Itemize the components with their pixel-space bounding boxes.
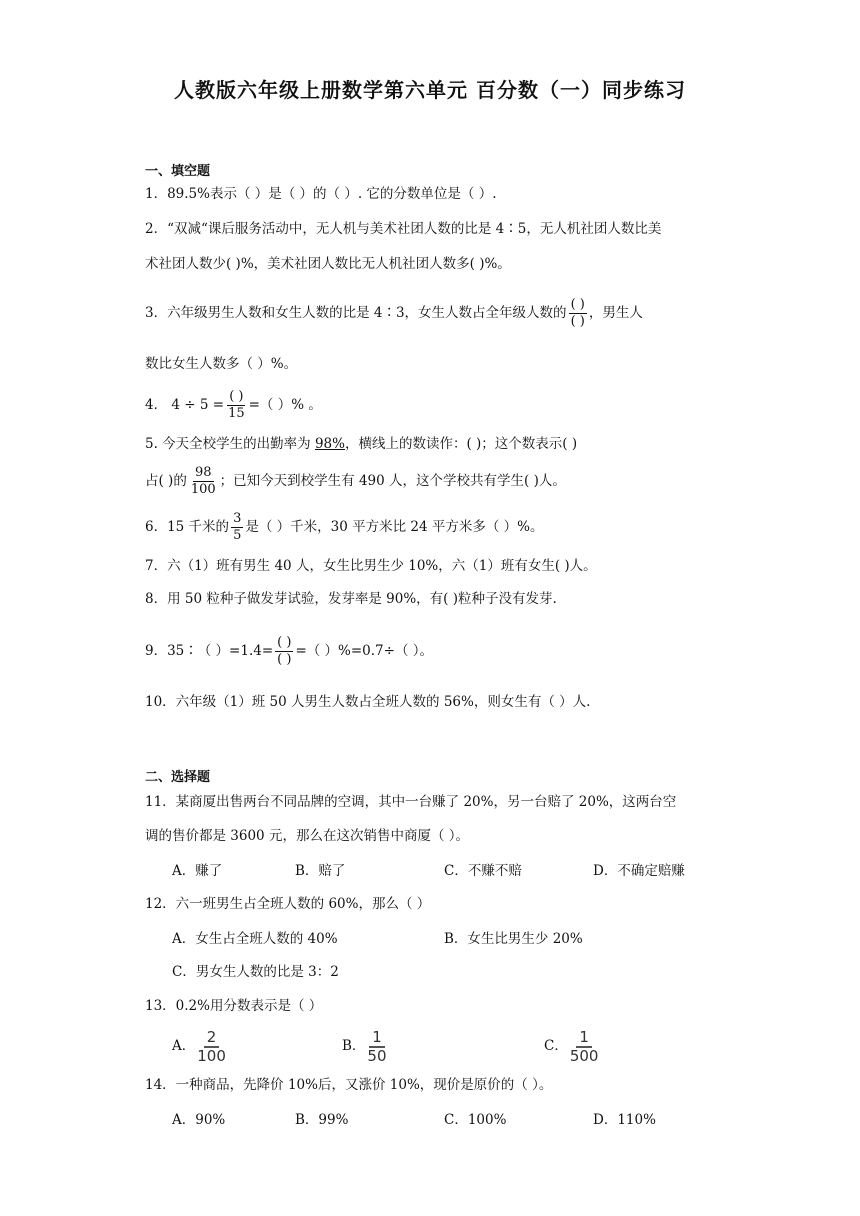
question-6-text-pre: 6．15 千米的	[145, 519, 230, 535]
question-5-text-a1: 5. 今天全校学生的出勤率为	[145, 436, 315, 452]
question-3-text-post: ，男生人	[588, 305, 643, 321]
question-13-option-a[interactable]	[172, 1026, 226, 1066]
question-9-text-post: =（ ）%=0.7÷（ ）。	[295, 643, 434, 659]
question-5-text-b1: 占( )的	[145, 473, 187, 489]
fraction-denominator: 50	[367, 1046, 387, 1065]
question-6-fraction	[231, 511, 243, 544]
question-12-option-c[interactable]: C．男女生人数的比是 3：2	[172, 964, 339, 980]
question-13-option-b[interactable]	[342, 1026, 387, 1066]
question-3-line-1	[145, 296, 725, 330]
question-12-option-b[interactable]: B．女生比男生少 20%	[444, 931, 583, 947]
question-7: 7．六（1）班有男生 40 人，女生比男生少 10%，六（1）班有女生( )人。	[145, 558, 597, 574]
page-title: 人教版六年级上册数学第六单元 百分数（一）同步练习	[174, 78, 686, 102]
fraction-image	[570, 1029, 599, 1065]
question-4-text-post: =（ ）% 。	[248, 397, 322, 413]
question-4	[145, 388, 725, 422]
question-14: 14．一种商品，先降价 10%后，又涨价 10%，现价是原价的（ ）。	[145, 1077, 553, 1093]
question-11-line-2: 调的售价都是 3600 元，那么在这次销售中商厦（ ）。	[145, 828, 469, 844]
question-5-text-a2: ，横线上的数读作：( )；这个数表示( )	[344, 436, 578, 452]
question-3-text-pre: 3．六年级男生人数和女生人数的比是 4∶3，女生人数占全年级人数的	[145, 305, 567, 321]
question-2-line-2: 术社团人数少( )%，美术社团人数比无人机社团人数多( )%。	[145, 256, 511, 272]
option-label: A．	[172, 1038, 196, 1054]
question-2-line-1: 2．“双减“课后服务活动中，无人机与美术社团人数的比是 4∶5，无人机社团人数比美	[145, 221, 662, 237]
question-10: 10．六年级（1）班 50 人男生人数占全班人数的 56%，则女生有（ ）人.	[145, 694, 591, 710]
fraction-denominator: 100	[190, 482, 216, 497]
question-4-fraction	[226, 389, 247, 422]
question-1: 1．89.5%表示（ ）是（ ）的（ ）. 它的分数单位是（ ）.	[145, 186, 497, 202]
fraction-denominator: 500	[569, 1046, 599, 1065]
question-4-text-pre: 4． 4 ÷ 5 =	[145, 397, 225, 413]
fraction-denominator: 5	[233, 528, 242, 543]
question-5-text-b2: ；已知今天到校学生有 490 人，这个学校共有学生( )人。	[219, 473, 566, 489]
option-label: B．	[342, 1038, 366, 1054]
question-14-option-b[interactable]: B．99%	[295, 1112, 349, 1128]
question-11-option-b[interactable]: B．赔了	[295, 863, 346, 879]
question-11-line-1: 11．某商厦出售两台不同品牌的空调，其中一台赚了 20%，另一台赔了 20%，这两台空	[145, 794, 677, 810]
fraction-denominator: ( )	[570, 314, 585, 329]
question-8: 8．用 50 粒种子做发芽试验，发芽率是 90%，有( )粒种子没有发芽.	[145, 591, 557, 607]
question-14-option-c[interactable]: C．100%	[444, 1112, 507, 1128]
fraction-image	[197, 1029, 226, 1065]
question-5-line-2	[145, 462, 725, 500]
fraction-denominator: 15	[228, 406, 245, 421]
fraction-numerator: ( )	[277, 635, 292, 650]
question-3-fraction	[569, 297, 587, 330]
fraction-numerator: ( )	[229, 389, 244, 404]
section-choice-heading: 二、选择题	[145, 770, 211, 785]
question-11-option-a[interactable]: A．赚了	[172, 863, 223, 879]
section-fill-blank-heading: 一、填空题	[145, 164, 211, 179]
question-12: 12．六一班男生占全班人数的 60%，那么（ ）	[145, 896, 431, 912]
fraction-numerator: 1	[369, 1029, 385, 1048]
question-13-option-c[interactable]	[544, 1026, 598, 1066]
question-11-option-c[interactable]: C．不赚不赔	[444, 863, 522, 879]
fraction-numerator: 3	[233, 511, 242, 526]
fraction-denominator: ( )	[277, 652, 292, 667]
question-9	[145, 632, 725, 670]
option-label: C．	[544, 1038, 568, 1054]
fraction-denominator: 100	[197, 1046, 226, 1065]
question-11-option-d[interactable]: D．不确定赔赚	[593, 863, 685, 879]
question-5-line-1	[145, 434, 725, 454]
fraction-numerator: 1	[576, 1029, 592, 1048]
question-12-option-a[interactable]: A．女生占全班人数的 40%	[172, 931, 338, 947]
question-5-fraction	[189, 465, 218, 498]
question-3-line-2: 数比女生人数多（ ）%。	[145, 356, 298, 372]
question-6-text-post: 是（ ）千米，30 平方米比 24 平方米多（ ）%。	[245, 519, 544, 535]
question-6	[145, 510, 725, 544]
question-9-text-pre: 9．35∶（ ）=1.4=	[145, 643, 274, 659]
fraction-numerator: ( )	[570, 297, 585, 312]
underlined-number: 98%	[314, 436, 345, 452]
question-13: 13．0.2%用分数表示是（ ）	[145, 998, 323, 1014]
fraction-image	[367, 1029, 386, 1065]
question-14-option-a[interactable]: A．90%	[172, 1112, 226, 1128]
fraction-numerator: 2	[204, 1029, 220, 1048]
fraction-numerator: 98	[194, 465, 212, 480]
question-9-fraction	[275, 635, 293, 668]
question-14-option-d[interactable]: D．110%	[593, 1112, 656, 1128]
